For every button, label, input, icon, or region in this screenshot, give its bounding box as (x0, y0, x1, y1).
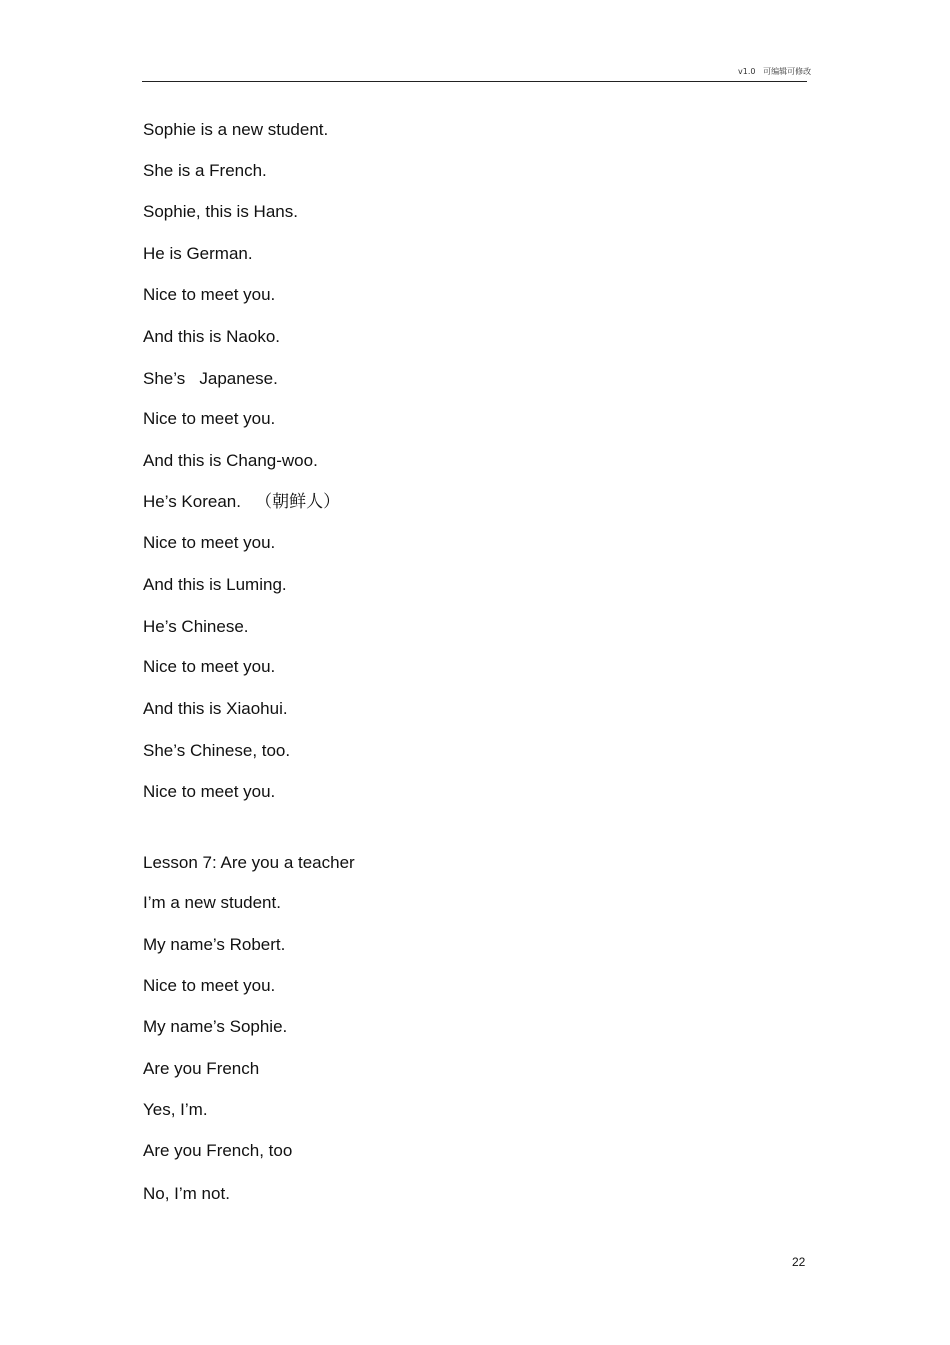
text-line: He’s Korean. （朝鲜人） (143, 492, 341, 511)
page-number: 22 (792, 1255, 806, 1269)
page-header (738, 66, 811, 77)
text-line: And this is Naoko. (143, 327, 281, 346)
text-line: Nice to meet you. (143, 782, 276, 801)
text-line: And this is Luming. (143, 575, 287, 594)
text-line: No, I’m not. (143, 1184, 230, 1203)
text-line: Sophie is a new student. (143, 120, 329, 139)
text-line: Are you French (143, 1059, 260, 1078)
text-line: And this is Chang-woo. (143, 451, 318, 470)
text-line: Nice to meet you. (143, 533, 276, 552)
header-rule (142, 81, 807, 82)
text-line: Yes, I’m. (143, 1100, 208, 1119)
text-line: My name’s Sophie. (143, 1017, 288, 1036)
text-line: Nice to meet you. (143, 657, 276, 676)
text-line: Nice to meet you. (143, 976, 276, 995)
header-version: v1.0 (738, 67, 756, 76)
lesson-heading: Lesson 7: Are you a teacher (143, 853, 355, 872)
text-line: Are you French, too (143, 1141, 293, 1160)
text-line: Nice to meet you. (143, 409, 276, 428)
text-line: I’m a new student. (143, 893, 281, 912)
text-line: And this is Xiaohui. (143, 699, 288, 718)
text-line: She’s Japanese. (143, 369, 278, 388)
text-line: My name’s Robert. (143, 935, 286, 954)
text-line: She is a French. (143, 161, 267, 180)
text-line: He is German. (143, 244, 253, 263)
header-note: 可编辑可修改 (763, 67, 812, 76)
text-line: Nice to meet you. (143, 285, 276, 304)
text-line: She’s Chinese, too. (143, 741, 291, 760)
text-line: He’s Chinese. (143, 617, 249, 636)
text-line: Sophie, this is Hans. (143, 202, 298, 221)
